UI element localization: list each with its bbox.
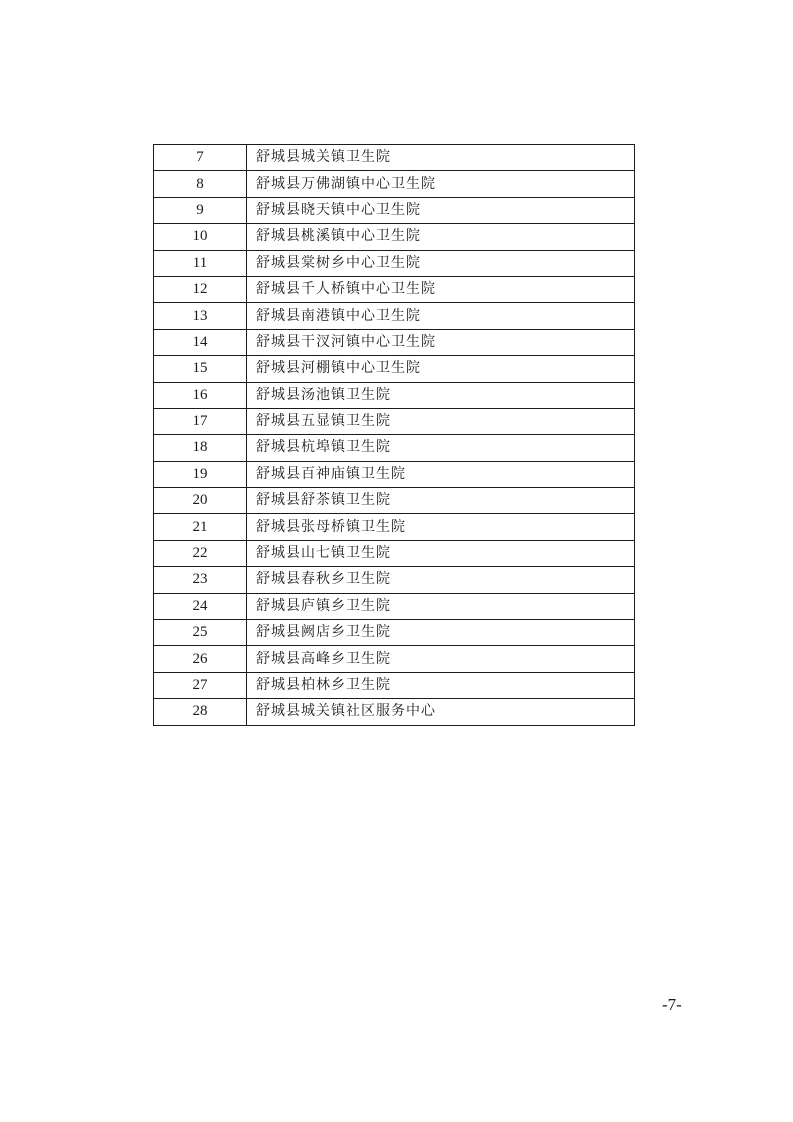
table-row (154, 514, 635, 540)
table-row (154, 435, 635, 461)
health-center-name: 舒城县万佛湖镇中心卫生院 (247, 171, 635, 197)
table-row (154, 540, 635, 566)
table-row (154, 224, 635, 250)
row-number: 22 (154, 540, 247, 566)
table-row (154, 488, 635, 514)
health-center-name: 舒城县舒茶镇卫生院 (247, 488, 635, 514)
table-row (154, 672, 635, 698)
row-number: 20 (154, 488, 247, 514)
table-row (154, 329, 635, 355)
row-number: 15 (154, 356, 247, 382)
row-number: 8 (154, 171, 247, 197)
row-number: 12 (154, 276, 247, 302)
row-number: 18 (154, 435, 247, 461)
health-center-name: 舒城县柏林乡卫生院 (247, 672, 635, 698)
table-body (154, 145, 635, 726)
row-number: 27 (154, 672, 247, 698)
health-center-name: 舒城县春秋乡卫生院 (247, 567, 635, 593)
health-center-name: 舒城县河棚镇中心卫生院 (247, 356, 635, 382)
row-number: 25 (154, 620, 247, 646)
table-row (154, 197, 635, 223)
health-center-table (153, 144, 635, 726)
health-center-name: 舒城县山七镇卫生院 (247, 540, 635, 566)
health-center-name: 舒城县阙店乡卫生院 (247, 620, 635, 646)
row-number: 13 (154, 303, 247, 329)
health-center-name: 舒城县棠树乡中心卫生院 (247, 250, 635, 276)
table-row (154, 356, 635, 382)
health-center-name: 舒城县城关镇卫生院 (247, 145, 635, 171)
health-center-name: 舒城县高峰乡卫生院 (247, 646, 635, 672)
row-number: 7 (154, 145, 247, 171)
health-center-name: 舒城县杭埠镇卫生院 (247, 435, 635, 461)
row-number: 17 (154, 408, 247, 434)
table-row (154, 303, 635, 329)
table-row (154, 276, 635, 302)
table-row (154, 620, 635, 646)
health-center-name: 舒城县晓天镇中心卫生院 (247, 197, 635, 223)
health-center-name: 舒城县千人桥镇中心卫生院 (247, 276, 635, 302)
health-center-name: 舒城县五显镇卫生院 (247, 408, 635, 434)
row-number: 28 (154, 699, 247, 725)
table-row (154, 699, 635, 725)
table-row (154, 593, 635, 619)
row-number: 26 (154, 646, 247, 672)
row-number: 16 (154, 382, 247, 408)
table-row (154, 408, 635, 434)
table-row (154, 461, 635, 487)
health-center-name: 舒城县百神庙镇卫生院 (247, 461, 635, 487)
table-row (154, 171, 635, 197)
health-center-name: 舒城县庐镇乡卫生院 (247, 593, 635, 619)
health-center-name: 舒城县桃溪镇中心卫生院 (247, 224, 635, 250)
table-row (154, 567, 635, 593)
health-center-name: 舒城县汤池镇卫生院 (247, 382, 635, 408)
row-number: 14 (154, 329, 247, 355)
table-row (154, 250, 635, 276)
row-number: 9 (154, 197, 247, 223)
health-center-name: 舒城县张母桥镇卫生院 (247, 514, 635, 540)
page-number: -7- (662, 995, 682, 1014)
row-number: 11 (154, 250, 247, 276)
row-number: 24 (154, 593, 247, 619)
health-center-name: 舒城县干汊河镇中心卫生院 (247, 329, 635, 355)
table-row (154, 145, 635, 171)
table-row (154, 646, 635, 672)
row-number: 10 (154, 224, 247, 250)
row-number: 21 (154, 514, 247, 540)
health-center-name: 舒城县南港镇中心卫生院 (247, 303, 635, 329)
row-number: 23 (154, 567, 247, 593)
table-row (154, 382, 635, 408)
row-number: 19 (154, 461, 247, 487)
health-center-name: 舒城县城关镇社区服务中心 (247, 699, 635, 725)
